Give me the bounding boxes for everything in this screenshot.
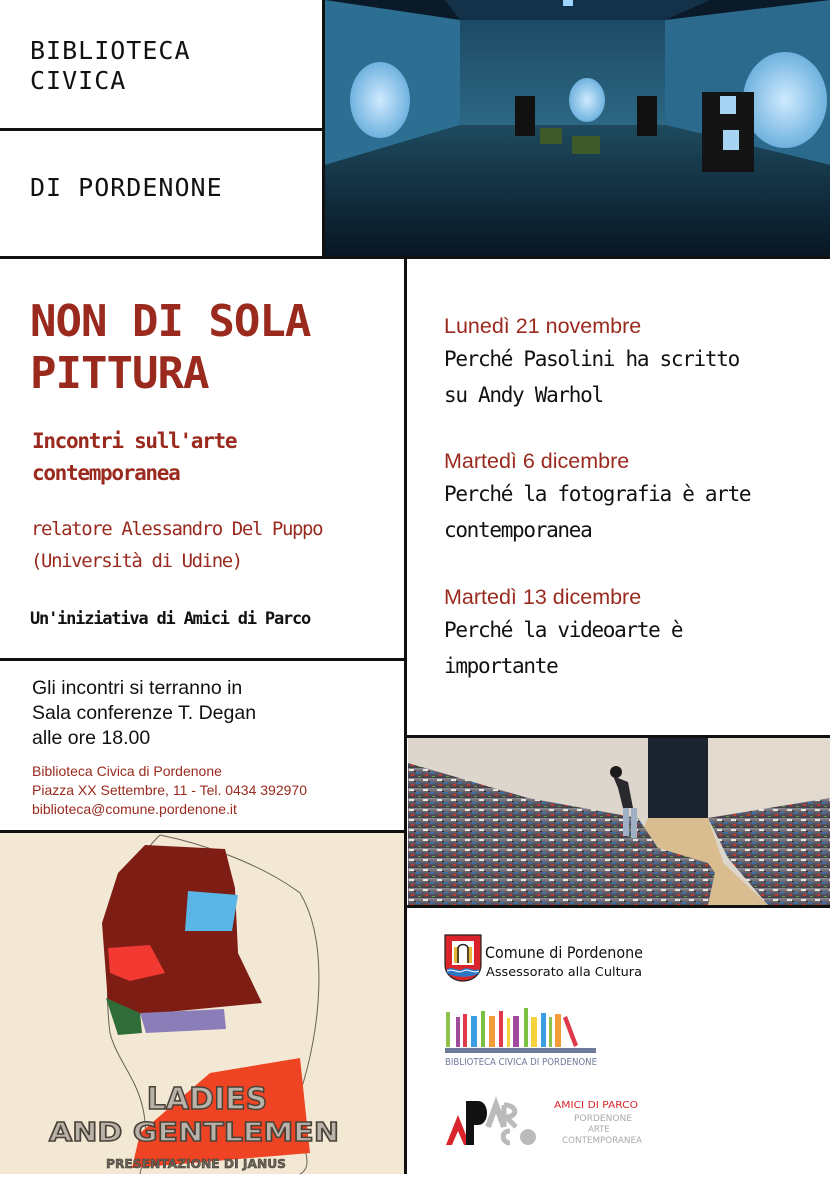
contact-email[interactable]: biblioteca@comune.pordenone.it	[32, 801, 237, 817]
contact-info	[32, 762, 307, 819]
contact-address: Piazza XX Settembre, 11 - Tel. 0434 392970	[32, 782, 307, 798]
header-line-2: CIVICA	[30, 66, 127, 95]
initiative-credit: Un'iniziativa di Amici di Parco	[30, 609, 311, 629]
artwork-title-line-1: LADIES	[146, 1082, 268, 1117]
subtitle-line-1: Incontri sull'arte	[32, 429, 237, 453]
title-line-2: PITTURA	[30, 348, 209, 399]
venue-line-3: alle ore 18.00	[32, 727, 151, 749]
amici-name: AMICI DI PARCO	[554, 1100, 639, 1111]
comune-di-pordenone-logo	[444, 933, 684, 983]
event-topic	[444, 612, 682, 684]
divider	[404, 259, 407, 1174]
event-item	[444, 313, 739, 413]
comune-name: Comune di Pordenone	[485, 943, 643, 962]
event-item	[444, 584, 682, 684]
poster-title	[30, 296, 310, 400]
photo-installation-photo	[408, 738, 830, 905]
venue-info	[32, 676, 256, 751]
event-topic-line-2: contemporanea	[444, 518, 592, 542]
photo-installation-image	[408, 738, 830, 905]
event-date: Martedì 6 dicembre	[444, 449, 630, 473]
amici-line-2: PORDENONE	[574, 1114, 632, 1124]
venue-line-2: Sala conferenze T. Degan	[32, 702, 257, 724]
header-subtitle: DI PORDENONE	[30, 173, 223, 202]
venue-line-1: Gli incontri si terranno in	[32, 677, 243, 699]
subtitle-line-2: contemporanea	[32, 461, 180, 485]
books-icon	[443, 1005, 603, 1067]
artwork-image	[0, 833, 404, 1174]
event-topic-line-2: importante	[444, 654, 558, 678]
event-topic-line-1: Perché la fotografia è arte	[444, 482, 751, 506]
amici-di-parco-logo	[444, 1097, 644, 1149]
amici-line-3: ARTE	[588, 1125, 610, 1135]
event-topic-line-1: Perché Pasolini ha scritto	[444, 347, 739, 371]
artwork-title-line-2: AND GENTLEMEN	[49, 1118, 339, 1148]
divider	[406, 905, 830, 908]
biblioteca-civica-logo	[443, 1005, 603, 1067]
divider	[0, 256, 830, 259]
video-installation-photo	[325, 0, 830, 258]
divider	[0, 128, 325, 131]
apc-monogram-icon	[444, 1097, 644, 1149]
artwork-credit: PRESENTAZIONE DI JANUS	[106, 1157, 286, 1171]
ladies-and-gentlemen-artwork	[0, 833, 404, 1174]
contact-name: Biblioteca Civica di Pordenone	[32, 763, 222, 779]
speaker-line-2: (Università di Udine)	[31, 550, 242, 572]
coat-of-arms-icon	[444, 933, 684, 983]
event-topic-line-2: su Andy Warhol	[444, 383, 603, 407]
amici-line-4: CONTEMPORANEA	[562, 1136, 643, 1146]
speaker	[31, 513, 322, 577]
title-line-1: NON DI SOLA	[30, 296, 311, 347]
event-topic	[444, 476, 750, 548]
biblioteca-logo-text: BIBLIOTECA CIVICA DI PORDENONE	[445, 1057, 597, 1068]
event-item	[444, 448, 750, 548]
event-topic	[444, 341, 739, 413]
divider	[0, 658, 406, 661]
comune-dept: Assessorato alla Cultura	[486, 964, 642, 979]
event-date: Martedì 13 dicembre	[444, 585, 642, 609]
event-topic-line-1: Perché la videoarte è	[444, 618, 683, 642]
divider	[322, 0, 325, 259]
header-line-1: BIBLIOTECA	[30, 36, 191, 65]
event-date: Lunedì 21 novembre	[444, 314, 642, 338]
speaker-line-1: relatore Alessandro Del Puppo	[31, 518, 323, 540]
video-installation-image	[325, 0, 830, 258]
poster-subtitle	[32, 425, 236, 489]
header-title	[30, 36, 191, 96]
